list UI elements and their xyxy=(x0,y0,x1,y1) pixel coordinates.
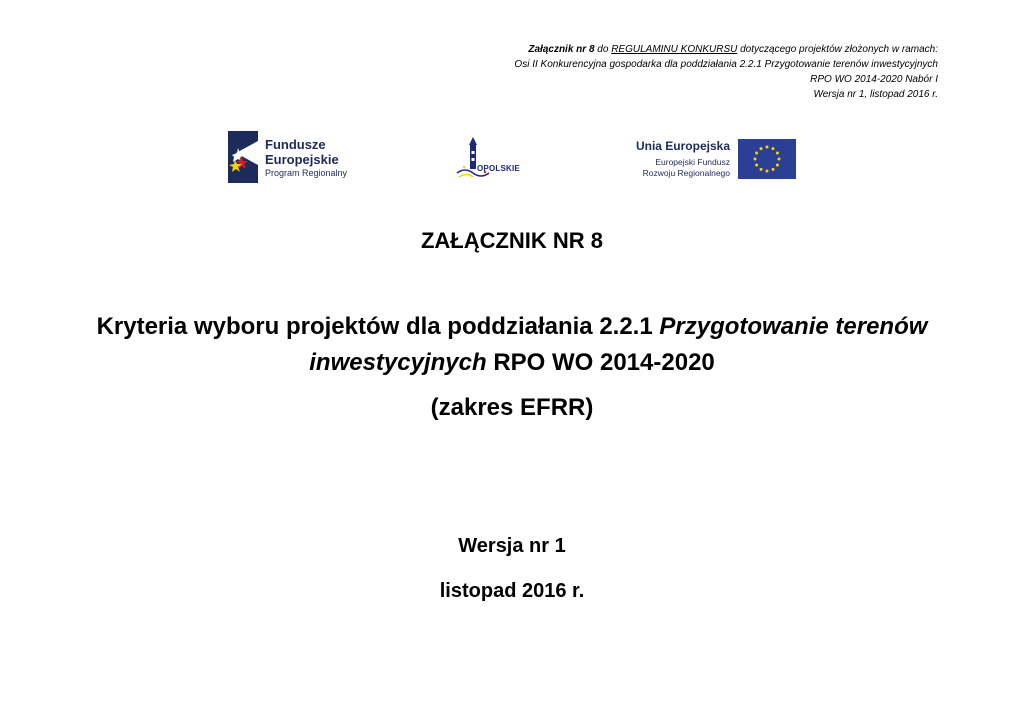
ue-logo-line1: Unia Europejska xyxy=(635,139,730,153)
opolskie-logo-word: OPOLSKIE xyxy=(477,164,520,173)
header-note-line2: Osi II Konkurencyjna gospodarka dla poddziałania 2.2.1 Przygotowanie terenów inwestycyjnych xyxy=(514,59,938,70)
date-label: listopad 2016 r. xyxy=(439,580,585,602)
fundusze-europejskie-mark-icon xyxy=(228,131,258,183)
eu-flag-icon xyxy=(738,139,796,179)
unia-europejska-logo xyxy=(620,137,800,181)
criteria-title-part1: Kryteria wyboru projektów dla poddziałania 2.2.1 xyxy=(96,313,660,340)
ue-logo-line2: Europejski Fundusz xyxy=(655,157,730,167)
scope-subtitle: (zakres EFRR) xyxy=(430,394,594,421)
fundusze-europejskie-logo xyxy=(228,129,368,185)
header-note-regulation-link: REGULAMINU KONKURSU xyxy=(611,44,738,55)
header-note-annex-ref: Załącznik nr 8 xyxy=(528,44,595,55)
criteria-title xyxy=(0,309,1024,381)
criteria-title-italic1: Przygotowanie terenów xyxy=(659,313,928,340)
fe-logo-line1: Fundusze xyxy=(265,137,326,152)
header-note-do: do xyxy=(594,44,612,55)
header-note-line3: RPO WO 2014-2020 Nabór I xyxy=(810,74,938,85)
opolskie-logo xyxy=(455,137,531,183)
header-note-line1-rest: dotyczącego projektów złożonych w ramach: xyxy=(737,44,938,55)
fe-logo-line3: Program Regionalny xyxy=(265,168,348,178)
header-note-line4: Wersja nr 1, listopad 2016 r. xyxy=(813,89,938,100)
opolskie-tower-icon xyxy=(455,137,531,183)
header-note-line1 xyxy=(318,42,938,57)
fe-logo-line2: Europejskie xyxy=(265,152,339,167)
criteria-title-part2: RPO WO 2014-2020 xyxy=(486,349,715,376)
ue-logo-line3: Rozwoju Regionalnego xyxy=(642,168,730,178)
annex-header-note xyxy=(318,42,938,102)
version-label: Wersja nr 1 xyxy=(458,535,566,557)
criteria-title-italic2: inwestycyjnych xyxy=(309,349,487,376)
annex-title: ZAŁĄCZNIK NR 8 xyxy=(420,228,604,253)
